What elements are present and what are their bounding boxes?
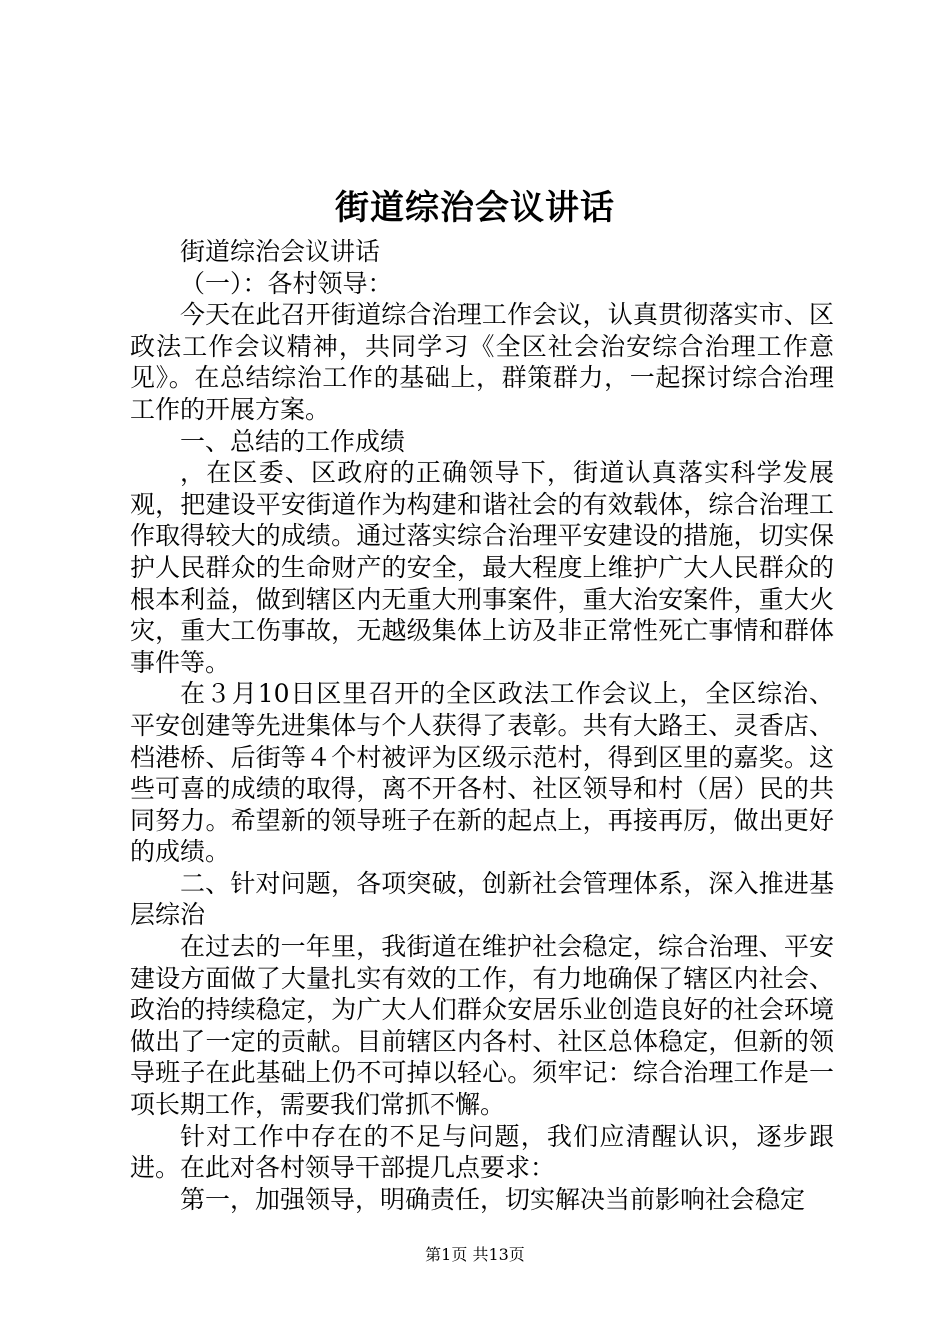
paragraph: 今天在此召开街道综合治理工作会议，认真贯彻落实市、区政法工作会议精神，共同学习《全区社会治安综合治理工作意见》。在总结综治工作的基础上，群策群力，一起探讨综合治理工作的开展方案。: [130, 300, 834, 424]
page-number-footer: 第1页 共13页: [425, 1245, 525, 1264]
paragraph: 街道综治会议讲话: [180, 237, 381, 266]
document-body: [130, 236, 834, 1215]
section-heading: 一、总结的工作成绩: [180, 426, 406, 456]
paragraph: ，在区委、区政府的正确领导下，街道认真落实科学发展观，把建设平安街道作为构建和谐社会的有效载体，综合治理工作取得较大的成绩。通过落实综合治理平安建设的措施，切实保护人民群众的生命财产的安全，最大程度上维护广大人民群众的根本利益，做到辖区内无重大刑事案件，重大治安案件，重大火灾，重大工伤事故，无越级集体上访及非正常性死亡事情和群体事件等。: [130, 458, 834, 677]
paragraph: 在３月10日区里召开的全区政法工作会议上，全区综治、平安创建等先进集体与个人获得了表彰。共有大路王、灵香店、档港桥、后街等４个村被评为区级示范村，得到区里的嘉奖。这些可喜的成绩的取得，离不开各村、社区领导和村（居）民的共同努力。希望新的领导班子在新的起点上，再接再厉，做出更好的成绩。: [130, 679, 834, 867]
document-title: 街道综治会议讲话: [335, 188, 615, 228]
paragraph: 在过去的一年里，我街道在维护社会稳定，综合治理、平安建设方面做了大量扎实有效的工作，有力地确保了辖区内社会、政治的持续稳定，为广大人们群众安居乐业创造良好的社会环境做出了一定的贡献。目前辖区内各村、社区总体稳定，但新的领导班子在此基础上仍不可掉以轻心。须牢记：综合治理工作是一项长期工作，需要我们常抓不懈。: [130, 932, 834, 1120]
paragraph: （一）：各村领导：: [180, 268, 393, 298]
paragraph: 第一，加强领导，明确责任，切实解决当前影响社会稳定: [180, 1184, 806, 1214]
paragraph: 针对工作中存在的不足与问题，我们应清醒认识，逐步跟进。在此对各村领导干部提几点要求：: [130, 1121, 834, 1183]
section-heading: 二、针对问题，各项突破，创新社会管理体系，深入推进基层综治: [130, 868, 834, 930]
